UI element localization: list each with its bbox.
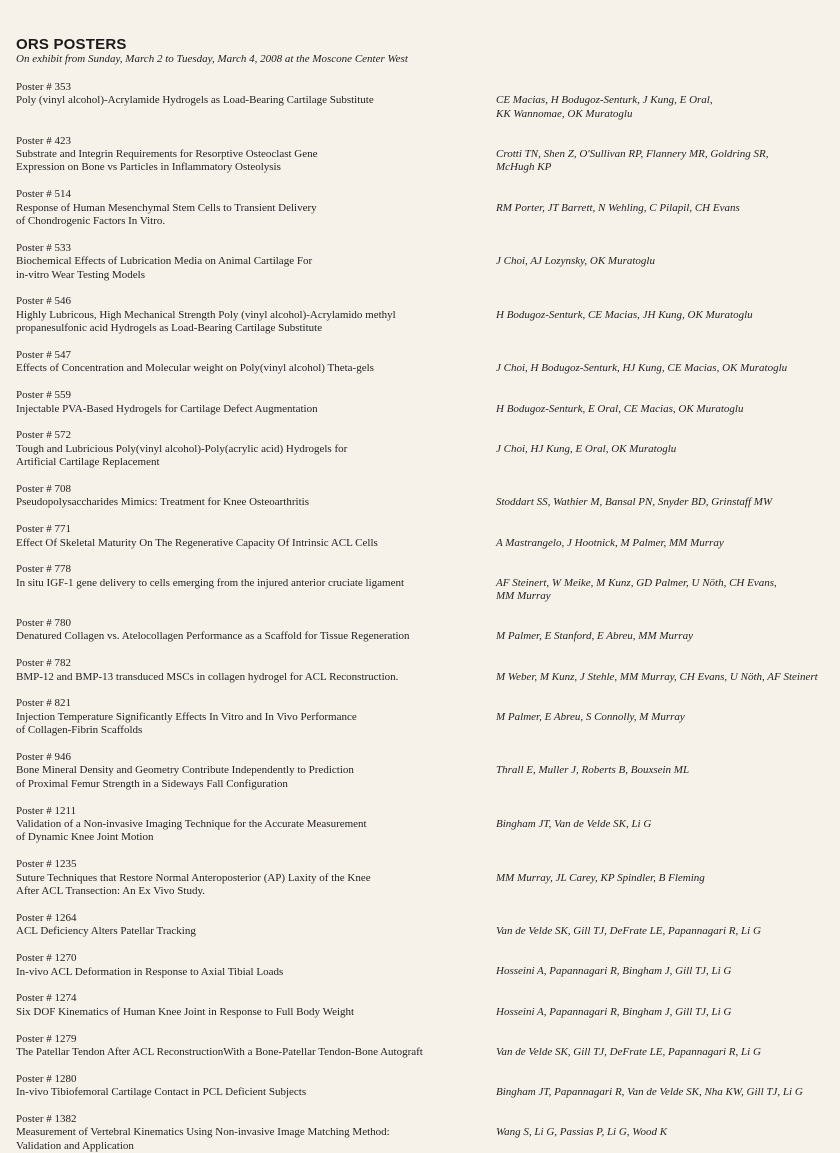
- poster-number: Poster # 1264: [16, 911, 77, 924]
- poster-entry: [16, 81, 840, 121]
- poster-authors: Bingham JT, Papannagari R, Van de Velde SK, Nha KW, Gill TJ, Li G: [496, 1086, 803, 1099]
- poster-info: [16, 349, 496, 376]
- poster-info: [16, 952, 496, 979]
- poster-number: Poster # 1274: [16, 992, 77, 1005]
- poster-number: Poster # 559: [16, 389, 71, 402]
- poster-title: Bone Mineral Density and Geometry Contribute Independently to Prediction of Proximal Femur Strength in a Sideways Fall Configuration: [16, 764, 354, 790]
- poster-title: The Patellar Tendon After ACL ReconstructionWith a Bone-Patellar Tendon-Bone Autograft: [16, 1045, 423, 1058]
- poster-info: [16, 805, 496, 845]
- poster-authors: M Palmer, E Abreu, S Connolly, M Murray: [496, 710, 685, 723]
- poster-authors: Hosseini A, Papannagari R, Bingham J, Gill TJ, Li G: [496, 1005, 732, 1018]
- poster-title: Response of Human Mesenchymal Stem Cells to Transient Delivery of Chondrogenic Factors In Vitro.: [16, 201, 317, 228]
- poster-list: [16, 81, 840, 1153]
- poster-number: Poster # 1382: [16, 1112, 77, 1125]
- poster-authors: A Mastrangelo, J Hootnick, M Palmer, MM Murray: [496, 536, 724, 549]
- page-subtitle: On exhibit from Sunday, March 2 to Tuesday, March 4, 2008 at the Moscone Center West: [16, 53, 408, 65]
- poster-number: Poster # 514: [16, 188, 71, 201]
- poster-authors: M Palmer, E Stanford, E Abreu, MM Murray: [496, 630, 693, 643]
- poster-title: Substrate and Integrin Requirements for Resorptive Osteoclast Gene Expression on Bone vs Particles in Inflammatory Osteolysis: [16, 148, 318, 174]
- poster-entry: [16, 523, 840, 550]
- poster-entry: [16, 1073, 840, 1100]
- poster-number: Poster # 1211: [16, 804, 77, 817]
- poster-authors: J Choi, H Bodugoz-Senturk, HJ Kung, CE Macias, OK Muratoglu: [496, 362, 788, 375]
- poster-number: Poster # 708: [16, 483, 71, 496]
- poster-title: Suture Techniques that Restore Normal Anteroposterior (AP) Laxity of the Knee After ACL Transection: An Ex Vivo Study.: [16, 871, 371, 898]
- poster-title: ACL Deficiency Alters Patellar Tracking: [16, 925, 196, 938]
- poster-info: [16, 1113, 496, 1153]
- poster-authors: Bingham JT, Van de Velde SK, Li G: [496, 818, 652, 831]
- poster-title: Highly Lubricous, High Mechanical Strength Poly (vinyl alcohol)-Acrylamido methyl propanesulfonic acid Hydrogels as Load-Bearing Cartilage Substitute: [16, 308, 396, 335]
- poster-info: [16, 912, 496, 939]
- poster-number: Poster # 1235: [16, 858, 77, 871]
- poster-entry: [16, 751, 840, 791]
- poster-title: In-vivo ACL Deformation in Response to Axial Tibial Loads: [16, 965, 284, 978]
- poster-title: Poly (vinyl alcohol)-Acrylamide Hydrogels as Load-Bearing Cartilage Substitute: [16, 94, 374, 107]
- poster-entry: [16, 617, 840, 644]
- poster-authors: H Bodugoz-Senturk, CE Macias, JH Kung, OK Muratoglu: [496, 308, 753, 321]
- poster-number: Poster # 778: [16, 563, 71, 576]
- poster-entry: [16, 952, 840, 979]
- poster-number: Poster # 1279: [16, 1032, 77, 1045]
- poster-number: Poster # 1270: [16, 952, 77, 965]
- poster-number: Poster # 353: [16, 81, 71, 93]
- poster-number: Poster # 1280: [16, 1072, 77, 1085]
- poster-info: [16, 135, 496, 175]
- poster-entry: [16, 1113, 840, 1153]
- poster-number: Poster # 780: [16, 617, 71, 630]
- poster-entry: [16, 429, 840, 469]
- poster-number: Poster # 946: [16, 751, 71, 764]
- poster-entry: [16, 657, 840, 684]
- poster-title: In situ IGF-1 gene delivery to cells emerging from the injured anterior cruciate ligament: [16, 576, 405, 589]
- poster-entry: [16, 858, 840, 898]
- poster-info: [16, 992, 496, 1019]
- poster-info: [16, 188, 496, 228]
- poster-number: Poster # 771: [16, 523, 71, 536]
- poster-title: Effects of Concentration and Molecular weight on Poly(vinyl alcohol) Theta-gels: [16, 362, 374, 375]
- poster-info: [16, 563, 496, 603]
- poster-number: Poster # 533: [16, 241, 71, 254]
- poster-title: Six DOF Kinematics of Human Knee Joint in Response to Full Body Weight: [16, 1005, 355, 1018]
- poster-authors: RM Porter, JT Barrett, N Wehling, C Pilapil, CH Evans: [496, 201, 740, 214]
- poster-entry: [16, 805, 840, 845]
- poster-title: Pseudopolysaccharides Mimics: Treatment for Knee Osteoarthritis: [16, 496, 309, 509]
- poster-entry: [16, 483, 840, 510]
- poster-info: [16, 858, 496, 898]
- poster-entry: [16, 349, 840, 376]
- poster-authors: H Bodugoz-Senturk, E Oral, CE Macias, OK Muratoglu: [496, 402, 744, 415]
- poster-title: Measurement of Vertebral Kinematics Using Non-invasive Image Matching Method: Validation and Application: [16, 1126, 390, 1152]
- poster-entry: [16, 242, 840, 282]
- poster-authors: Van de Velde SK, Gill TJ, DeFrate LE, Papannagari R, Li G: [496, 1045, 761, 1058]
- poster-entry: [16, 188, 840, 228]
- poster-authors: J Choi, AJ Lozynsky, OK Muratoglu: [496, 255, 655, 268]
- poster-title: Denatured Collagen vs. Atelocollagen Performance as a Scaffold for Tissue Regeneration: [16, 630, 410, 643]
- poster-entry: [16, 697, 840, 737]
- poster-number: Poster # 572: [16, 429, 71, 442]
- poster-title: Injectable PVA-Based Hydrogels for Cartilage Defect Augmentation: [16, 402, 318, 415]
- poster-entry: [16, 295, 840, 335]
- poster-info: [16, 295, 496, 335]
- poster-number: Poster # 547: [16, 349, 71, 362]
- poster-authors: Wang S, Li G, Passias P, Li G, Wood K: [496, 1126, 668, 1139]
- page-title: ORS POSTERS: [16, 36, 127, 53]
- poster-title: Injection Temperature Significantly Effects In Vitro and In Vivo Performance of Collagen-Fibrin Scaffolds: [16, 710, 357, 737]
- poster-title: In-vivo Tibiofemoral Cartilage Contact in PCL Deficient Subjects: [16, 1086, 307, 1099]
- poster-entry: [16, 1033, 840, 1060]
- poster-info: [16, 483, 496, 510]
- poster-info: [16, 389, 496, 416]
- poster-info: [16, 523, 496, 550]
- poster-info: [16, 657, 496, 684]
- poster-authors: Hosseini A, Papannagari R, Bingham J, Gill TJ, Li G: [496, 965, 732, 978]
- poster-title: Effect Of Skeletal Maturity On The Regenerative Capacity Of Intrinsic ACL Cells: [16, 536, 378, 549]
- poster-authors: Thrall E, Muller J, Roberts B, Bouxsein ML: [496, 764, 690, 777]
- poster-authors: M Weber, M Kunz, J Stehle, MM Murray, CH Evans, U Nöth, AF Steinert: [496, 670, 818, 683]
- poster-title: Biochemical Effects of Lubrication Media on Animal Cartilage For in-vitro Wear Testing Models: [16, 255, 313, 281]
- poster-number: Poster # 821: [16, 697, 71, 710]
- poster-entry: [16, 135, 840, 175]
- poster-number: Poster # 782: [16, 657, 71, 670]
- poster-info: [16, 1033, 496, 1060]
- poster-info: [16, 429, 496, 469]
- poster-title: Tough and Lubricious Poly(vinyl alcohol)-Poly(acrylic acid) Hydrogels for Artificial Cartilage Replacement: [16, 442, 348, 469]
- poster-info: [16, 242, 496, 282]
- poster-info: [16, 751, 496, 791]
- poster-authors: J Choi, HJ Kung, E Oral, OK Muratoglu: [496, 442, 677, 455]
- poster-info: [16, 697, 496, 737]
- poster-entry: [16, 389, 840, 416]
- poster-authors: Crotti TN, Shen Z, O'Sullivan RP, Flannery MR, Goldring SR, McHugh KP: [496, 147, 769, 174]
- poster-entry: [16, 912, 840, 939]
- poster-authors: Van de Velde SK, Gill TJ, DeFrate LE, Papannagari R, Li G: [496, 925, 761, 938]
- poster-number: Poster # 423: [16, 134, 71, 147]
- poster-authors: AF Steinert, W Meike, M Kunz, GD Palmer, U Nöth, CH Evans, MM Murray: [496, 576, 777, 603]
- poster-authors: CE Macias, H Bodugoz-Senturk, J Kung, E Oral, KK Wannomae, OK Muratoglu: [496, 94, 713, 120]
- poster-title: Validation of a Non-invasive Imaging Technique for the Accurate Measurement of Dynamic Knee Joint Motion: [16, 818, 367, 844]
- poster-title: BMP-12 and BMP-13 transduced MSCs in collagen hydrogel for ACL Reconstruction.: [16, 670, 399, 683]
- poster-authors: MM Murray, JL Carey, KP Spindler, B Fleming: [496, 871, 705, 884]
- poster-authors: Stoddart SS, Wathier M, Bansal PN, Snyder BD, Grinstaff MW: [496, 496, 773, 509]
- poster-entry: [16, 992, 840, 1019]
- poster-info: [16, 1073, 496, 1100]
- poster-info: [16, 81, 496, 121]
- poster-number: Poster # 546: [16, 295, 71, 308]
- poster-entry: [16, 563, 840, 603]
- poster-info: [16, 617, 496, 644]
